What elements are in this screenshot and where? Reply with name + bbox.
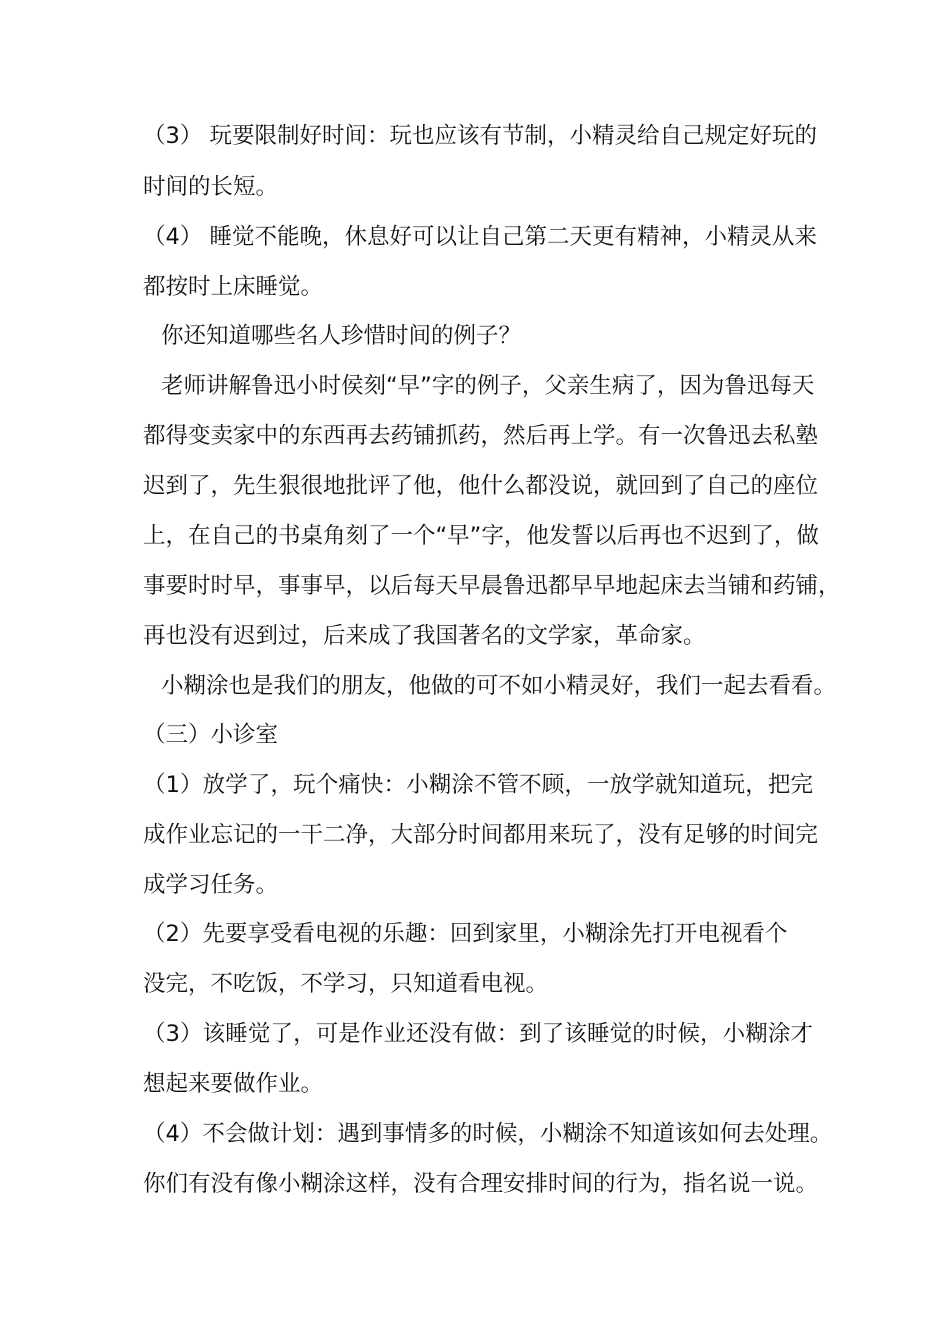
paragraph-line: （2）先要享受看电视的乐趣：回到家里，小糊涂先打开电视看个 bbox=[143, 921, 788, 947]
paragraph-line: （4） 睡觉不能晚，休息好可以让自己第二天更有精神，小精灵从来 bbox=[143, 224, 817, 250]
paragraph-line: 你们有没有像小糊涂这样，没有合理安排时间的行为，指名说一说。 bbox=[143, 1171, 819, 1197]
paragraph-line: 老师讲解鲁迅小时侯刻“早”字的例子，父亲生病了，因为鲁迅每天 bbox=[161, 373, 815, 399]
section-heading: （三）小诊室 bbox=[143, 722, 279, 748]
paragraph-line: 成学习任务。 bbox=[143, 872, 279, 898]
paragraph-line: 事要时时早，事事早，以后每天早晨鲁迅都早早地起床去当铺和药铺， bbox=[143, 573, 841, 599]
paragraph-line: 成作业忘记的一干二净，大部分时间都用来玩了，没有足够的时间完 bbox=[143, 822, 819, 848]
paragraph-line: 小糊涂也是我们的朋友，他做的可不如小精灵好，我们一起去看看。 bbox=[161, 673, 837, 699]
paragraph-line: 都按时上床睡觉。 bbox=[143, 274, 324, 300]
paragraph-line: 上，在自己的书桌角刻了一个“早”字，他发誓以后再也不迟到了，做 bbox=[143, 523, 819, 549]
paragraph-line: （3）该睡觉了，可是作业还没有做：到了该睡觉的时候，小糊涂才 bbox=[143, 1021, 813, 1047]
paragraph-line: 再也没有迟到过，后来成了我国著名的文学家，革命家。 bbox=[143, 623, 706, 649]
paragraph-line: 想起来要做作业。 bbox=[143, 1071, 324, 1097]
paragraph-line: 没完，不吃饭，不学习，只知道看电视。 bbox=[143, 971, 549, 997]
paragraph-line: 迟到了，先生狠很地批评了他，他什么都没说，就回到了自己的座位 bbox=[143, 473, 819, 499]
paragraph-line: （3） 玩要限制好时间：玩也应该有节制，小精灵给自己规定好玩的 bbox=[143, 123, 817, 149]
paragraph-line: （1）放学了，玩个痛快：小糊涂不管不顾，一放学就知道玩，把完 bbox=[143, 772, 813, 798]
question-line: 你还知道哪些名人珍惜时间的例子？ bbox=[161, 323, 522, 349]
paragraph-line: 时间的长短。 bbox=[143, 174, 279, 200]
paragraph-line: （4）不会做计划：遇到事情多的时候，小糊涂不知道该如何去处理。 bbox=[143, 1121, 833, 1147]
paragraph-line: 都得变卖家中的东西再去药铺抓药，然后再上学。有一次鲁迅去私塾 bbox=[143, 423, 819, 449]
